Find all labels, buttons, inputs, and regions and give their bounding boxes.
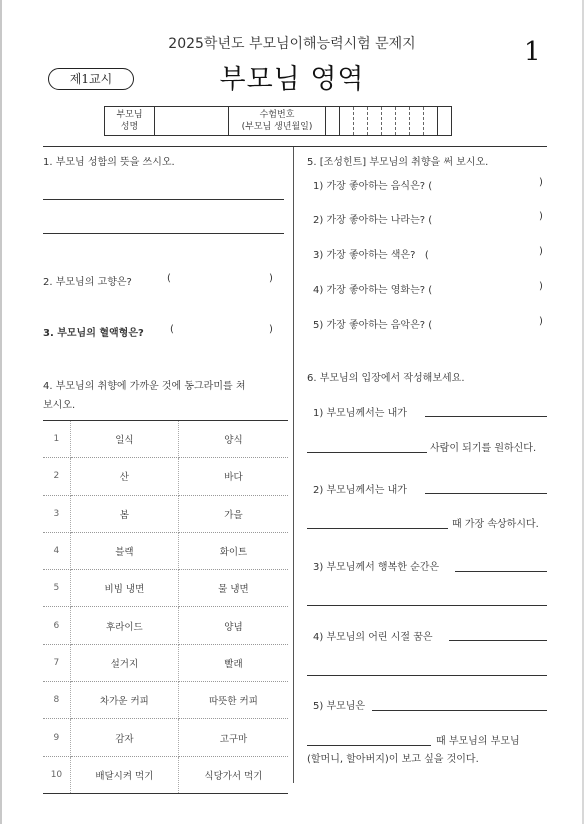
id-digit-box[interactable]: [368, 107, 382, 136]
option-b[interactable]: 따뜻한 커피: [178, 682, 288, 719]
q6-5-suffix: 때 부모님의 부모님: [436, 736, 520, 747]
q6-5-continuation: (할머니, 할아버지)이 보고 싶을 것이다.: [307, 754, 479, 765]
table-row: [43, 495, 288, 532]
page-number: 1: [524, 37, 541, 67]
table-row: [43, 458, 288, 495]
id-digit-box[interactable]: [396, 107, 410, 136]
option-b[interactable]: 고구마: [178, 719, 288, 756]
answer-line-q6-1a[interactable]: [425, 416, 547, 417]
q5-item-2-close: ): [539, 211, 543, 222]
question-3: 3. 부모님의 혈액형은?: [43, 328, 144, 339]
question-6: 6. 부모님의 입장에서 작성해보세요.: [307, 373, 465, 384]
q6-2-suffix: 때 가장 속상하시다.: [452, 519, 539, 530]
id-digit-box[interactable]: [340, 107, 354, 136]
answer-line-q1-1[interactable]: [43, 199, 284, 200]
option-a[interactable]: 일식: [70, 421, 178, 458]
q6-1-prompt: 1) 부모님께서는 내가: [313, 408, 407, 419]
table-row: [43, 570, 288, 607]
answer-line-q6-3a[interactable]: [455, 571, 547, 572]
option-b[interactable]: 양식: [178, 421, 288, 458]
row-number: 4: [43, 532, 70, 569]
option-a[interactable]: 배달시켜 먹기: [70, 756, 178, 793]
exam-title: 2025학년도 부모님이해능력시험 문제지: [168, 36, 416, 52]
option-a[interactable]: 차가운 커피: [70, 682, 178, 719]
column-divider: [293, 147, 294, 783]
answer-line-q6-3b[interactable]: [307, 605, 547, 606]
q5-item-1: 1) 가장 좋아하는 음식은? (: [313, 181, 433, 192]
q6-4-prompt: 4) 부모님의 어린 시절 꿈은: [313, 632, 433, 643]
q6-2-prompt: 2) 부모님께서는 내가: [313, 485, 407, 496]
table-row: [43, 607, 288, 644]
q5-item-5-close: ): [539, 316, 543, 327]
table-row: [43, 719, 288, 756]
answer-line-q6-2a[interactable]: [425, 493, 547, 494]
name-field[interactable]: [155, 107, 229, 136]
option-a[interactable]: 후라이드: [70, 607, 178, 644]
id-label-line2: (부모님 생년월일): [241, 122, 313, 132]
id-label-line1: 수험번호: [259, 110, 295, 120]
preference-table: [43, 420, 288, 794]
table-row: [43, 532, 288, 569]
header-divider: [43, 146, 547, 147]
option-a[interactable]: 비빔 냉면: [70, 570, 178, 607]
option-a[interactable]: 산: [70, 458, 178, 495]
answer-line-q6-2b[interactable]: [307, 528, 448, 529]
answer-line-q6-4a[interactable]: [449, 640, 547, 641]
answer-line-q6-5a[interactable]: [372, 710, 547, 711]
option-a[interactable]: 감자: [70, 719, 178, 756]
option-b[interactable]: 가을: [178, 495, 288, 532]
question-1: 1. 부모님 성함의 뜻을 쓰시오.: [43, 157, 175, 168]
row-number: 7: [43, 644, 70, 681]
q5-item-4: 4) 가장 좋아하는 영화는? (: [313, 285, 433, 296]
option-a[interactable]: 블랙: [70, 532, 178, 569]
q5-item-3: 3) 가장 좋아하는 색은? (: [313, 250, 429, 261]
q6-5-prompt: 5) 부모님은: [313, 701, 366, 712]
q2-paren-close: ): [269, 273, 273, 284]
question-2: 2. 부모님의 고향은?: [43, 277, 132, 288]
id-digit-box[interactable]: [424, 107, 438, 136]
q5-item-5: 5) 가장 좋아하는 음악은? (: [313, 320, 433, 331]
q5-item-4-close: ): [539, 281, 543, 292]
id-digit-box[interactable]: [438, 107, 452, 136]
option-b[interactable]: 식당가서 먹기: [178, 756, 288, 793]
page-left-edge: [0, 0, 2, 824]
answer-line-q6-1b[interactable]: [307, 452, 427, 453]
option-b[interactable]: 화이트: [178, 532, 288, 569]
option-b[interactable]: 양념: [178, 607, 288, 644]
option-a[interactable]: 설거지: [70, 644, 178, 681]
row-number: 6: [43, 607, 70, 644]
option-b[interactable]: 바다: [178, 458, 288, 495]
q5-item-3-close: ): [539, 246, 543, 257]
name-label: [105, 107, 155, 136]
table-row: [43, 644, 288, 681]
info-box: [104, 106, 452, 136]
q2-paren-open: (: [167, 273, 171, 284]
id-digit-box[interactable]: [410, 107, 424, 136]
answer-line-q6-4b[interactable]: [307, 675, 547, 676]
option-a[interactable]: 봄: [70, 495, 178, 532]
table-row: [43, 421, 288, 458]
row-number: 9: [43, 719, 70, 756]
name-label-line2: 성명: [120, 122, 139, 132]
option-b[interactable]: 물 냉면: [178, 570, 288, 607]
q5-item-1-close: ): [539, 177, 543, 188]
row-number: 2: [43, 458, 70, 495]
id-digit-box[interactable]: [382, 107, 396, 136]
id-label: [229, 107, 326, 136]
q3-paren-open: (: [170, 324, 174, 335]
question-4-line2: 보시오.: [43, 400, 76, 411]
option-b[interactable]: 빨래: [178, 644, 288, 681]
q5-item-2: 2) 가장 좋아하는 나라는? (: [313, 215, 433, 226]
period-badge: 제1교시: [48, 68, 134, 90]
question-5: 5. [조성힌트] 부모님의 취향을 써 보시오.: [307, 157, 489, 168]
row-number: 8: [43, 682, 70, 719]
table-row: [43, 682, 288, 719]
q6-1-suffix: 사람이 되기를 원하신다.: [430, 443, 537, 454]
area-title: 부모님 영역: [219, 64, 365, 95]
table-row: [43, 756, 288, 793]
id-digit-box[interactable]: [326, 107, 340, 136]
q6-3-prompt: 3) 부모님께서 행복한 순간은: [313, 562, 440, 573]
row-number: 5: [43, 570, 70, 607]
row-number: 1: [43, 421, 70, 458]
row-number: 10: [43, 756, 70, 793]
name-label-line1: 부모님: [116, 110, 143, 120]
row-number: 3: [43, 495, 70, 532]
answer-line-q6-5b[interactable]: [307, 745, 431, 746]
id-digit-box[interactable]: [354, 107, 368, 136]
q3-paren-close: ): [269, 324, 273, 335]
question-4-line1: 4. 부모님의 취향에 가까운 것에 동그라미를 쳐: [43, 381, 246, 392]
answer-line-q1-2[interactable]: [43, 233, 284, 234]
